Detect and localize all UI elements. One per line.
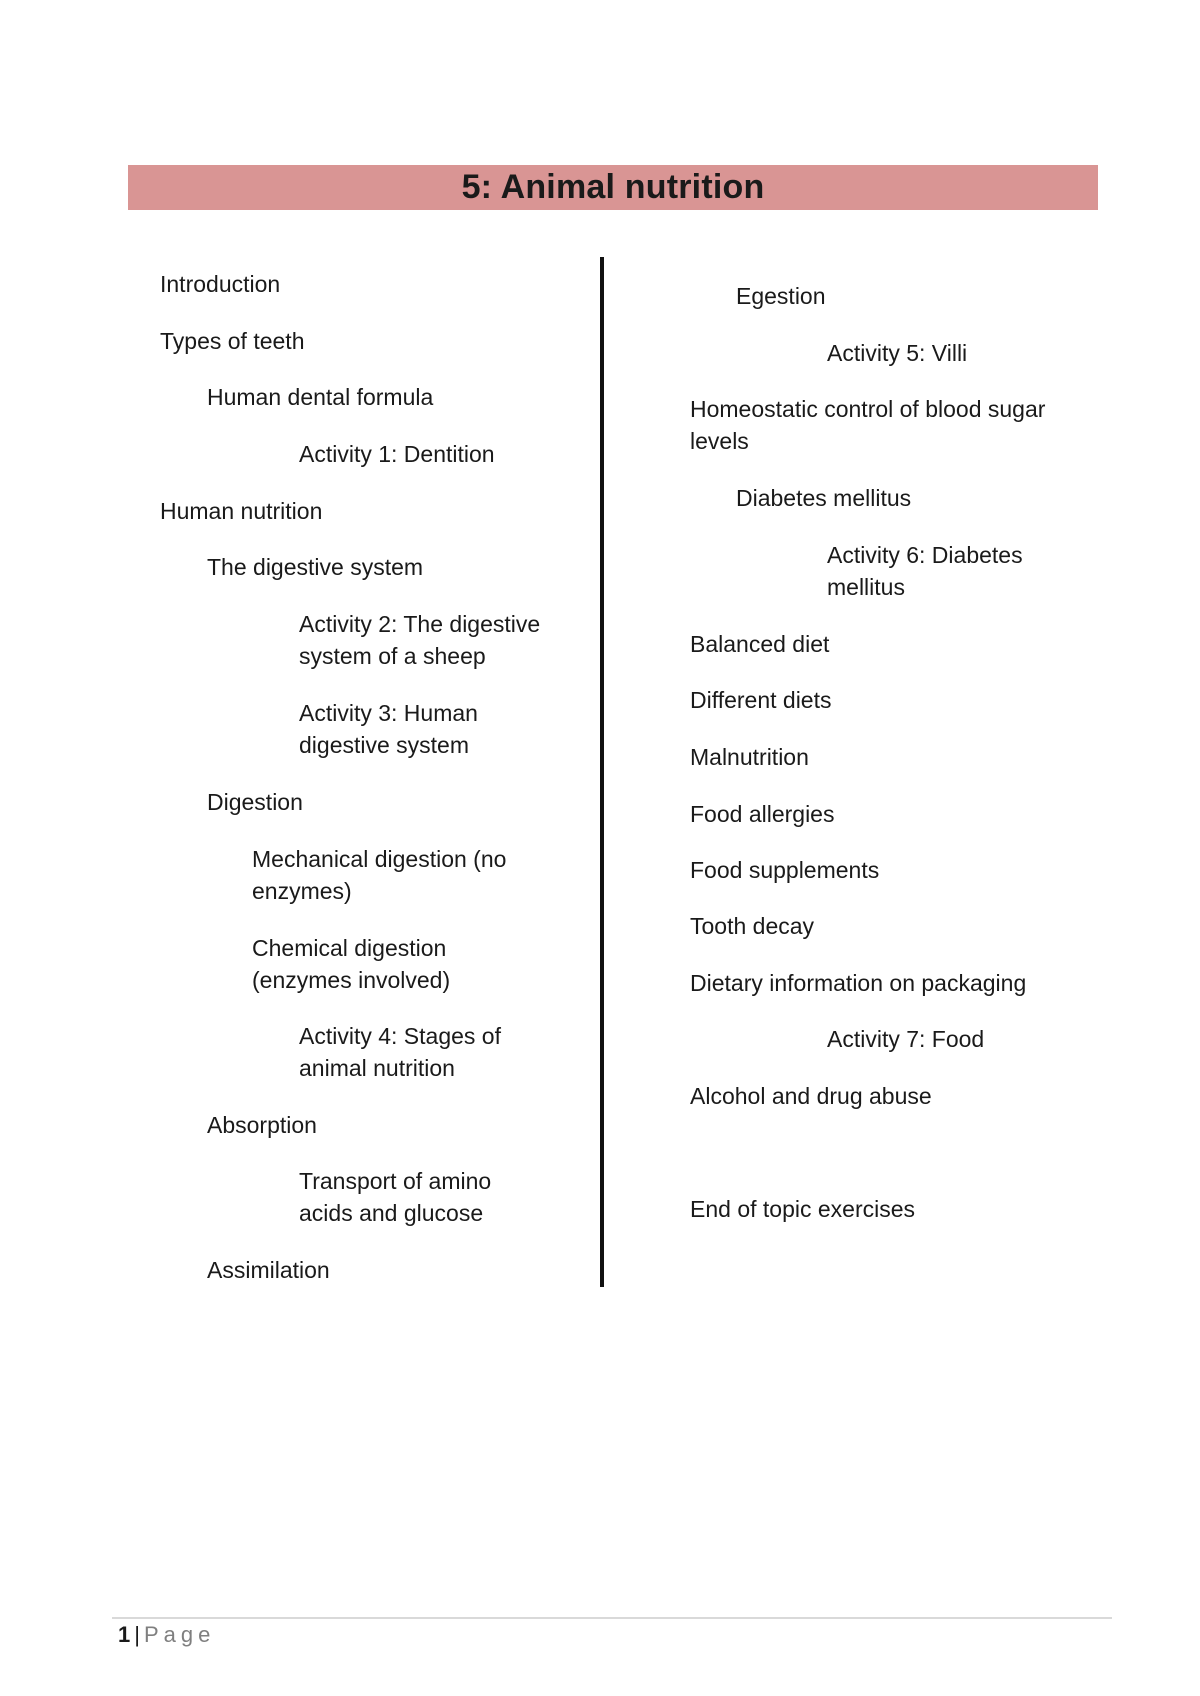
- toc-entry-activity-6[interactable]: Activity 6: Diabetes mellitus: [827, 542, 1023, 600]
- toc-entry-egestion[interactable]: Egestion: [736, 283, 826, 309]
- page-footer: [118, 1620, 215, 1650]
- page-label: Page: [143, 1622, 216, 1647]
- toc-entry-digestion[interactable]: Digestion: [207, 789, 303, 815]
- toc-entry-tooth-decay[interactable]: Tooth decay: [690, 913, 815, 939]
- footer-divider: [112, 1617, 1112, 1619]
- toc-entry-digestive-system[interactable]: The digestive system: [207, 554, 424, 580]
- toc-entry-transport[interactable]: Transport of amino acids and glucose: [299, 1168, 492, 1226]
- toc-entry-assimilation[interactable]: Assimilation: [207, 1257, 330, 1283]
- toc-entry-different-diets[interactable]: Different diets: [690, 687, 832, 713]
- toc-entry-food-supplements[interactable]: Food supplements: [690, 857, 880, 883]
- toc-entry-food-allergies[interactable]: Food allergies: [690, 801, 835, 827]
- title-banner: [128, 165, 1098, 210]
- footer-separator: |: [134, 1622, 140, 1647]
- toc-entry-alcohol-drug-abuse[interactable]: Alcohol and drug abuse: [690, 1083, 932, 1109]
- toc-entry-activity-2[interactable]: Activity 2: The digestive system of a sheep: [299, 611, 541, 669]
- toc-entry-types-of-teeth[interactable]: Types of teeth: [160, 328, 305, 354]
- toc-entry-human-dental-formula[interactable]: Human dental formula: [207, 384, 434, 410]
- toc-entry-absorption[interactable]: Absorption: [207, 1112, 317, 1138]
- page-title: 5: Animal nutrition: [461, 168, 765, 206]
- toc-entry-activity-1[interactable]: Activity 1: Dentition: [299, 441, 495, 467]
- toc-entry-balanced-diet[interactable]: Balanced diet: [690, 631, 830, 657]
- toc-entry-mechanical-digestion[interactable]: Mechanical digestion (no enzymes): [252, 846, 507, 904]
- toc-entry-activity-3[interactable]: Activity 3: Human digestive system: [299, 700, 478, 758]
- toc-entry-activity-7[interactable]: Activity 7: Food: [827, 1026, 985, 1052]
- page-number: 1: [118, 1622, 131, 1647]
- column-divider: [600, 257, 604, 1287]
- toc-entry-end-of-topic-exercises[interactable]: End of topic exercises: [690, 1196, 916, 1222]
- toc-entry-human-nutrition[interactable]: Human nutrition: [160, 498, 323, 524]
- toc-entry-malnutrition[interactable]: Malnutrition: [690, 744, 809, 770]
- toc-entry-activity-5[interactable]: Activity 5: Villi: [827, 340, 968, 366]
- toc-entry-activity-4[interactable]: Activity 4: Stages of animal nutrition: [299, 1023, 501, 1081]
- toc-entry-diabetes-mellitus[interactable]: Diabetes mellitus: [736, 485, 912, 511]
- toc-entry-dietary-information[interactable]: Dietary information on packaging: [690, 970, 1027, 996]
- toc-entry-homeostatic-control[interactable]: Homeostatic control of blood sugar levels: [690, 396, 1046, 454]
- toc-entry-chemical-digestion[interactable]: Chemical digestion (enzymes involved): [252, 935, 451, 993]
- toc-entry-introduction[interactable]: Introduction: [160, 271, 281, 297]
